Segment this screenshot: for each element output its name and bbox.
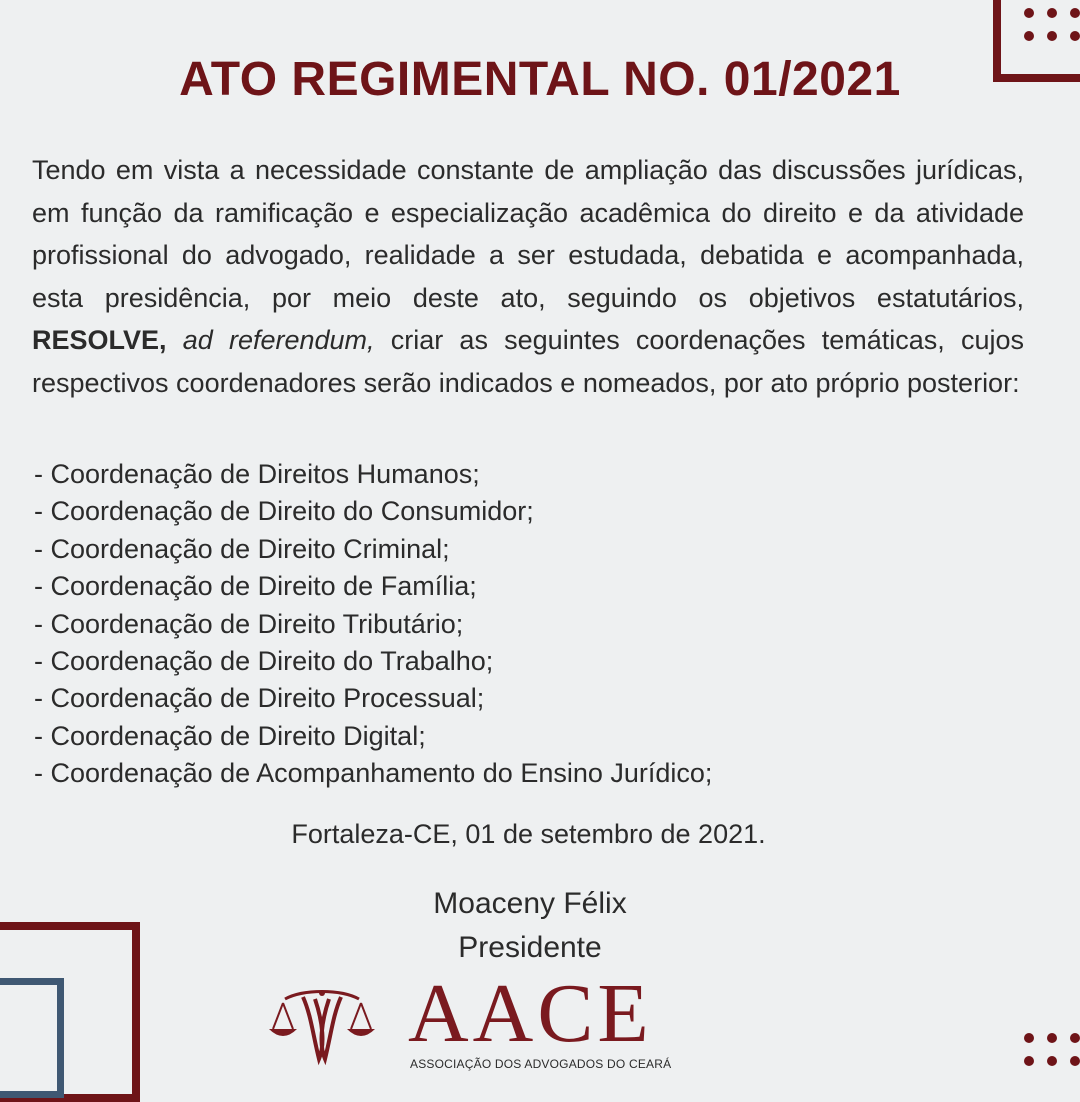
list-item: - Coordenação de Direito Processual;	[34, 683, 485, 714]
resolve-keyword: RESOLVE,	[32, 325, 167, 355]
dot-grid-bottom-right	[1024, 1033, 1080, 1066]
signatory-name: Moaceny Félix	[433, 887, 627, 920]
list-item: - Coordenação de Acompanhamento do Ensino Jurídico;	[34, 758, 713, 789]
body-paragraph	[32, 149, 1024, 404]
body-text-after: criar as seguintes coordenações temáticas, cujos respectivos coordenadores serão indicados e nomeados, por ato próprio posterior:	[32, 325, 1025, 398]
list-item: - Coordenação de Direito Digital;	[34, 720, 426, 751]
signature-block	[433, 882, 626, 970]
ad-referendum-phrase: ad referendum,	[182, 325, 375, 355]
logo-acronym: AACE	[408, 967, 653, 1060]
dot-grid-top-right	[1024, 8, 1080, 41]
list-item: - Coordenação de Direito Tributário;	[34, 608, 464, 639]
body-text-before: Tendo em vista a necessidade constante de ampliação das discussões jurídicas, em função da ramificação e especialização acadêmica do direito e da atividade profissional do advogado, realidade a ser estudada, debatida e acompanhada, esta presidência, por meio deste ato, seguindo os objetivos estatutários,	[32, 155, 1024, 313]
logo-full-name: ASSOCIAÇÃO DOS ADVOGADOS DO CEARÁ	[410, 1057, 672, 1071]
signatory-role: Presidente	[458, 931, 602, 964]
coordenacoes-list	[34, 456, 712, 793]
list-item: - Coordenação de Direito de Família;	[34, 571, 477, 602]
list-item: - Coordenação de Direito Criminal;	[34, 533, 450, 564]
scales-of-justice-icon	[263, 985, 381, 1067]
list-item: - Coordenação de Direito do Trabalho;	[34, 646, 494, 677]
list-item: - Coordenação de Direitos Humanos;	[34, 459, 480, 489]
document-title: ATO REGIMENTAL NO. 01/2021	[179, 53, 901, 106]
corner-frame-bottom-left-blue	[0, 978, 64, 1098]
document-date: Fortaleza-CE, 01 de setembro de 2021.	[291, 819, 766, 849]
list-item: - Coordenação de Direito do Consumidor;	[34, 496, 534, 527]
